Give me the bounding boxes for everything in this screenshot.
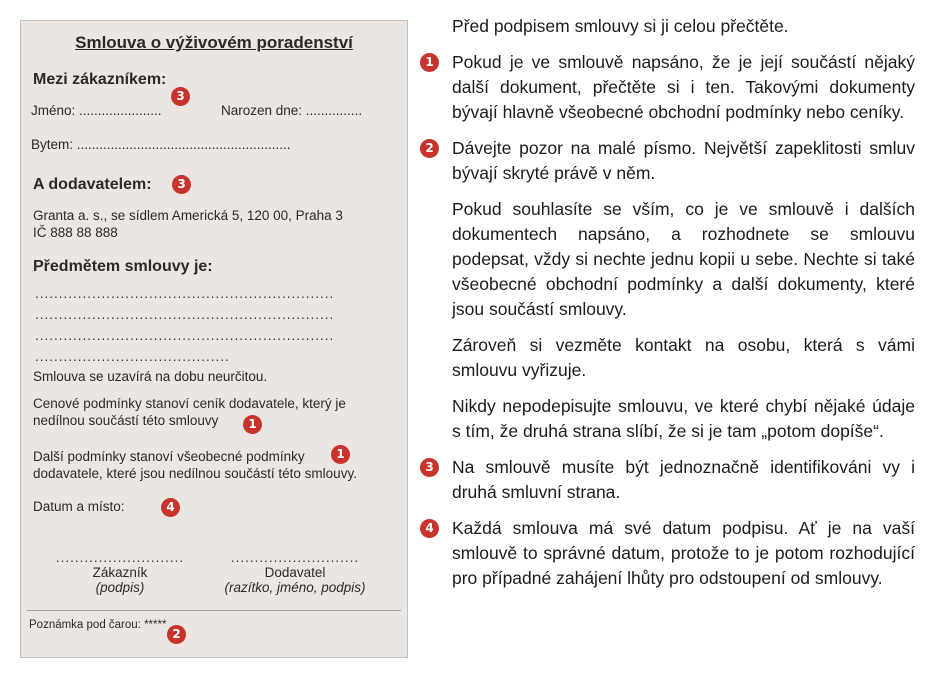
terms-clause-line1: Další podmínky stanoví všeobecné podmínky [33, 449, 305, 464]
advice-column [418, 14, 915, 602]
supplier-address: Granta a. s., se sídlem Americká 5, 120 00, Praha 3 [33, 208, 343, 223]
badge-3-supplier: 3 [172, 175, 191, 194]
supplier-heading: A dodavatelem: [33, 176, 152, 193]
footnote: Poznámka pod čarou: ***** [29, 619, 167, 631]
subject-line: ............................................................... [35, 328, 335, 343]
advice-never [418, 394, 915, 444]
advice-contact [418, 333, 915, 383]
badge-4-date: 4 [161, 498, 180, 517]
advice-agree [418, 197, 915, 322]
badge-4: 4 [420, 519, 439, 538]
supplier-signature [207, 550, 383, 595]
customer-signature-label: Zákazník [92, 565, 148, 580]
subject-heading: Předmětem smlouvy je: [33, 258, 213, 275]
advice-point-1 [418, 50, 915, 125]
advice-point-2-text: Dávejte pozor na malé písmo. Největší zapeklitosti smluv bývají skryté právě v něm. [452, 138, 915, 183]
price-clause-line2: nedílnou součástí této smlouvy [33, 413, 219, 428]
advice-point-4 [418, 516, 915, 591]
footnote-divider [27, 610, 401, 611]
badge-1-terms: 1 [331, 445, 350, 464]
supplier-signature-label: Dodavatel [264, 565, 326, 580]
advice-point-3-text: Na smlouvě musíte být jednoznačně identifikováni vy i druhá smluvní strana. [452, 457, 915, 502]
advice-point-3 [418, 455, 915, 505]
subject-line: ............................................................... [35, 286, 335, 301]
duration-clause: Smlouva se uzavírá na dobu neurčitou. [33, 369, 268, 384]
badge-3-customer: 3 [171, 87, 190, 106]
advice-point-2 [418, 136, 915, 186]
contract-form [20, 20, 408, 658]
customer-signature [35, 550, 205, 595]
price-clause-line1: Cenové podmínky stanoví ceník dodavatele, který je [33, 396, 346, 411]
address-field: Bytem: ......................................................... [31, 137, 291, 152]
advice-intro-text: Před podpisem smlouvy si ji celou přečtěte. [452, 16, 789, 36]
customer-signature-line: ........................... [55, 550, 185, 565]
badge-3: 3 [420, 458, 439, 477]
advice-contact-text: Zároveň si vezměte kontakt na osobu, která s vámi smlouvu vyřizuje. [452, 335, 915, 380]
supplier-id: IČ 888 88 888 [33, 225, 118, 240]
advice-intro [418, 14, 915, 39]
date-place-field: Datum a místo: [33, 499, 125, 514]
terms-clause-line2: dodavatele, které jsou nedílnou součástí této smlouvy. [33, 466, 357, 481]
customer-signature-role: (podpis) [95, 580, 145, 595]
subject-line: ............................................................... [35, 307, 335, 322]
advice-point-1-text: Pokud je ve smlouvě napsáno, že je její součástí nějaký další dokument, přečtěte si i ten. Takovými dokumenty bývají hlavně všeobecné obchodní podmínky nebo ceníky. [452, 52, 915, 122]
supplier-signature-line: ........................... [230, 550, 360, 565]
badge-1-price: 1 [243, 415, 262, 434]
name-field: Jméno: ...................... [31, 103, 162, 118]
birth-date-field: Narozen dne: ............... [221, 103, 363, 118]
advice-never-text: Nikdy nepodepisujte smlouvu, ve které chybí nějaké údaje s tím, že druhá strana slíbí, že si je tam „potom dopíše“. [452, 396, 915, 441]
badge-2-footnote: 2 [167, 625, 186, 644]
badge-1: 1 [420, 53, 439, 72]
supplier-signature-role: (razítko, jméno, podpis) [224, 580, 366, 595]
advice-point-4-text: Každá smlouva má své datum podpisu. Ať je na vaší smlouvě to správné datum, protože to je potom rozhodující pro případné zahájení lhůty pro odstoupení od smlouvy. [452, 518, 915, 588]
badge-2: 2 [420, 139, 439, 158]
contract-title: Smlouva o výživovém poradenství [75, 33, 353, 52]
advice-agree-text: Pokud souhlasíte se vším, co je ve smlouvě i dalších dokumentech napsáno, a rozhodnete se smlouvu podepsat, vždy si nechte jednu kopii u sebe. Nechte si také všeobecné obchodní podmínky a další dokumenty, které jsou součástí smlouvy. [452, 199, 915, 319]
customer-heading: Mezi zákazníkem: [33, 71, 167, 88]
subject-line: ......................................... [35, 349, 230, 364]
